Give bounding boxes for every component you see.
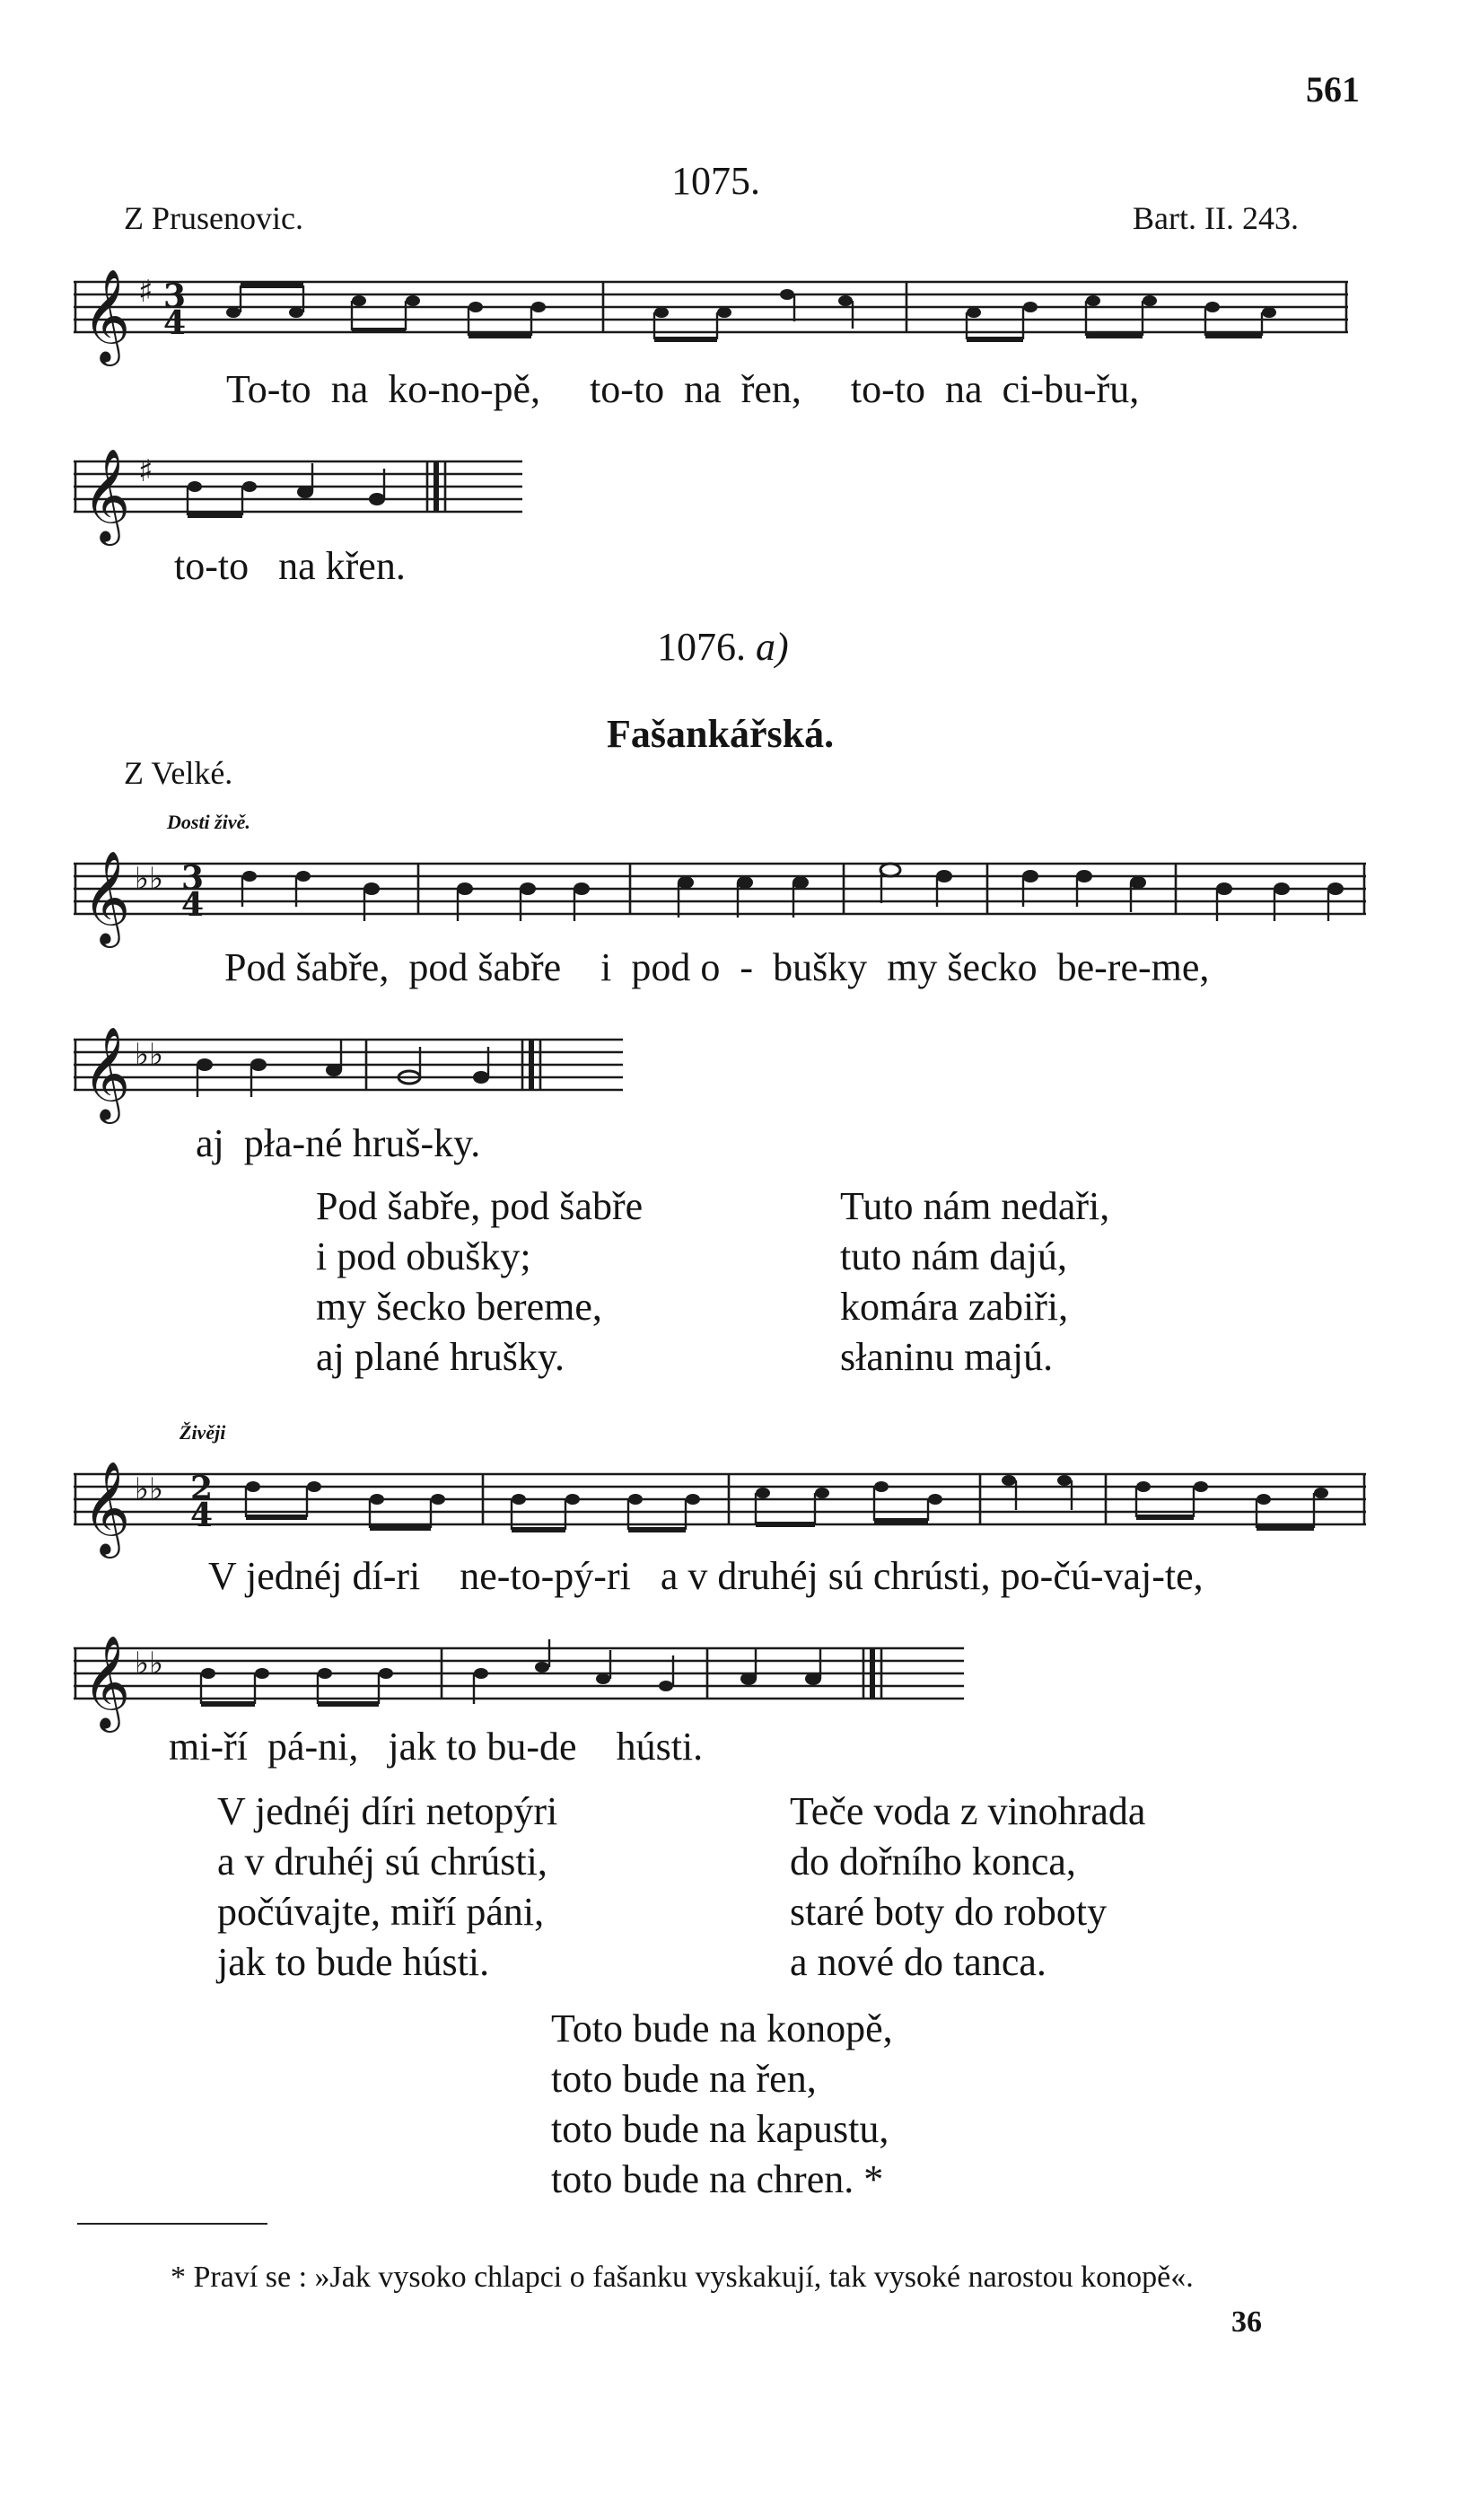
song-title: Fašankářská. xyxy=(607,712,835,756)
music-staff-1076-line3 xyxy=(74,1458,1384,1557)
treble-clef-icon: 𝄞 xyxy=(83,268,131,363)
song-number-1075: 1075. xyxy=(671,159,760,203)
staff-lines xyxy=(74,282,1348,332)
footnote-divider xyxy=(77,2223,267,2225)
tempo-marking: Dosti živě. xyxy=(167,811,250,833)
time-signature-bottom: 4 xyxy=(163,304,187,342)
lyrics-1075-line2: to-to na křen. xyxy=(174,544,406,588)
footnote: * Praví se : »Jak vysoko chlapci o fašanku vyskakují, tak vysoké narostou konopě«. xyxy=(171,2261,1194,2294)
song-number-1076: 1076. a) xyxy=(657,625,789,669)
song-origin: Z Velké. xyxy=(124,755,233,791)
flat-icon: ♭♭ xyxy=(135,861,164,897)
lyrics-1076-line3: V jednéj dí-ri ne-to-pý-ri a v druhéj sú chrústi, po-čú-vaj-te, xyxy=(208,1554,1204,1598)
flat-icon: ♭♭ xyxy=(135,1037,164,1073)
sharp-icon: ♯ xyxy=(138,274,153,310)
verse-2-right: Teče voda z vinohrada do dořního konca, staré boty do roboty a nové do tanca. xyxy=(790,1789,1146,1984)
music-staff-1076-line2 xyxy=(74,1023,639,1122)
time-signature-bottom: 4 xyxy=(190,1497,214,1534)
treble-clef-icon: 𝄞 xyxy=(83,448,131,542)
page-number: 561 xyxy=(1306,69,1360,110)
flat-icon: ♭♭ xyxy=(135,1471,164,1507)
music-staff-1075-line1 xyxy=(74,266,1357,373)
music-staff-1075-line2 xyxy=(74,445,540,544)
treble-clef-icon: 𝄞 xyxy=(83,1461,131,1555)
lyrics-1076-line4: mi-ří pá-ni, jak to bu-de hústi. xyxy=(169,1725,704,1769)
tempo-marking-2: Živěji xyxy=(180,1421,226,1444)
treble-clef-icon: 𝄞 xyxy=(83,850,131,944)
verse-1-right: Tuto nám nedaři, tuto nám dajú, komára zabiři, słaninu majú. xyxy=(840,1184,1110,1379)
verse-1-left: Pod šabře, pod šabře i pod obušky; my šecko bereme, aj plané hrušky. xyxy=(316,1184,644,1379)
music-staff-1076-line4 xyxy=(74,1632,980,1731)
song-reference: Bart. II. 243. xyxy=(1133,200,1299,236)
sheet-number: 36 xyxy=(1231,2305,1262,2339)
notes xyxy=(242,864,1364,921)
lyrics-1076-line2: aj pła-né hruš-ky. xyxy=(196,1121,481,1165)
notes xyxy=(226,282,1346,339)
notes xyxy=(246,1474,1364,1530)
treble-clef-icon: 𝄞 xyxy=(83,1026,131,1120)
lyrics-1076-line1: Pod šabře, pod šabře i pod o - bušky my šecko be-re-me, xyxy=(224,945,1210,989)
sharp-icon: ♯ xyxy=(138,453,153,489)
song-origin: Z Prusenovic. xyxy=(124,200,303,236)
treble-clef-icon: 𝄞 xyxy=(83,1635,131,1729)
verse-2-left: V jednéj díri netopýri a v druhéj sú chrústi, počúvajte, miří páni, jak to bude hústi. xyxy=(217,1789,558,1984)
flat-icon: ♭♭ xyxy=(135,1646,164,1681)
verse-3: Toto bude na konopě, toto bude na řen, toto bude na kapustu, toto bude na chren. * xyxy=(551,2006,893,2201)
time-signature-top: 3 xyxy=(181,859,205,897)
music-staff-1076-line1 xyxy=(74,847,1384,946)
time-signature-top: 2 xyxy=(190,1470,214,1507)
time-signature-top: 3 xyxy=(163,277,187,315)
time-signature-bottom: 4 xyxy=(181,886,205,924)
lyrics-1075-line1: To-to na ko-no-pě, to-to na řen, to-to na ci-bu-řu, xyxy=(226,367,1140,411)
